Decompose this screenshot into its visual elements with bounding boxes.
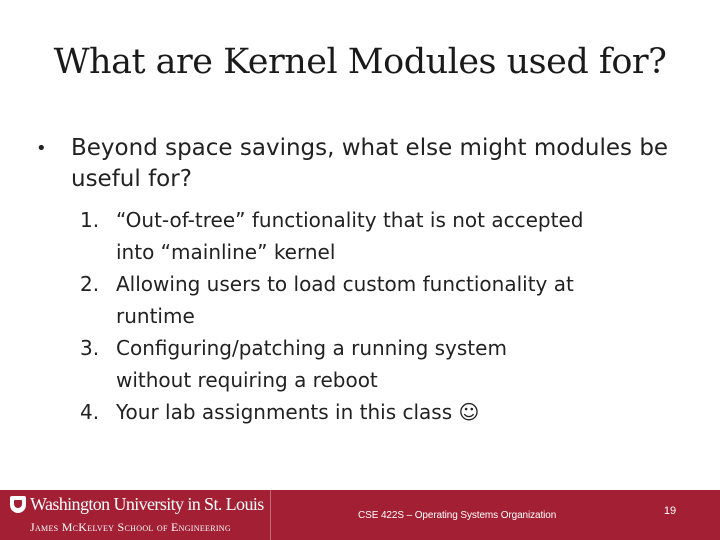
list-item — [80, 332, 690, 396]
numbered-list — [80, 204, 690, 428]
bullet-text: Beyond space savings, what else might modules be useful for? — [71, 135, 669, 192]
bullet-marker: • — [36, 138, 47, 159]
list-item-line: into “mainline” kernel — [116, 240, 336, 264]
list-item-number: 1. — [80, 208, 100, 232]
list-item-number: 2. — [80, 272, 100, 296]
slide-title: What are Kernel Modules used for? — [53, 42, 667, 82]
course-name: CSE 422S – Operating Systems Organization — [358, 510, 557, 521]
list-item-number: 4. — [80, 400, 100, 424]
shield-icon — [10, 496, 26, 513]
footer-bar — [0, 490, 720, 540]
university-logo — [10, 493, 264, 537]
list-item-line: Your lab assignments in this class ☺ — [116, 400, 480, 424]
list-item — [80, 204, 690, 268]
main-bullet — [36, 133, 676, 195]
school-name: James McKelvey School of Engineering — [30, 520, 231, 534]
page-number: 19 — [663, 505, 677, 517]
footer-divider — [270, 490, 271, 540]
list-item — [80, 268, 690, 332]
list-item-line: Allowing users to load custom functionality at — [116, 272, 574, 296]
list-item-line: “Out-of-tree” functionality that is not accepted — [116, 208, 584, 232]
list-item-line: runtime — [116, 304, 195, 328]
list-item-line: Configuring/patching a running system — [116, 336, 507, 360]
list-item-line: without requiring a reboot — [116, 368, 378, 392]
university-name: Washington University in St. Louis — [30, 494, 264, 514]
list-item-number: 3. — [80, 336, 100, 360]
list-item — [80, 396, 690, 428]
